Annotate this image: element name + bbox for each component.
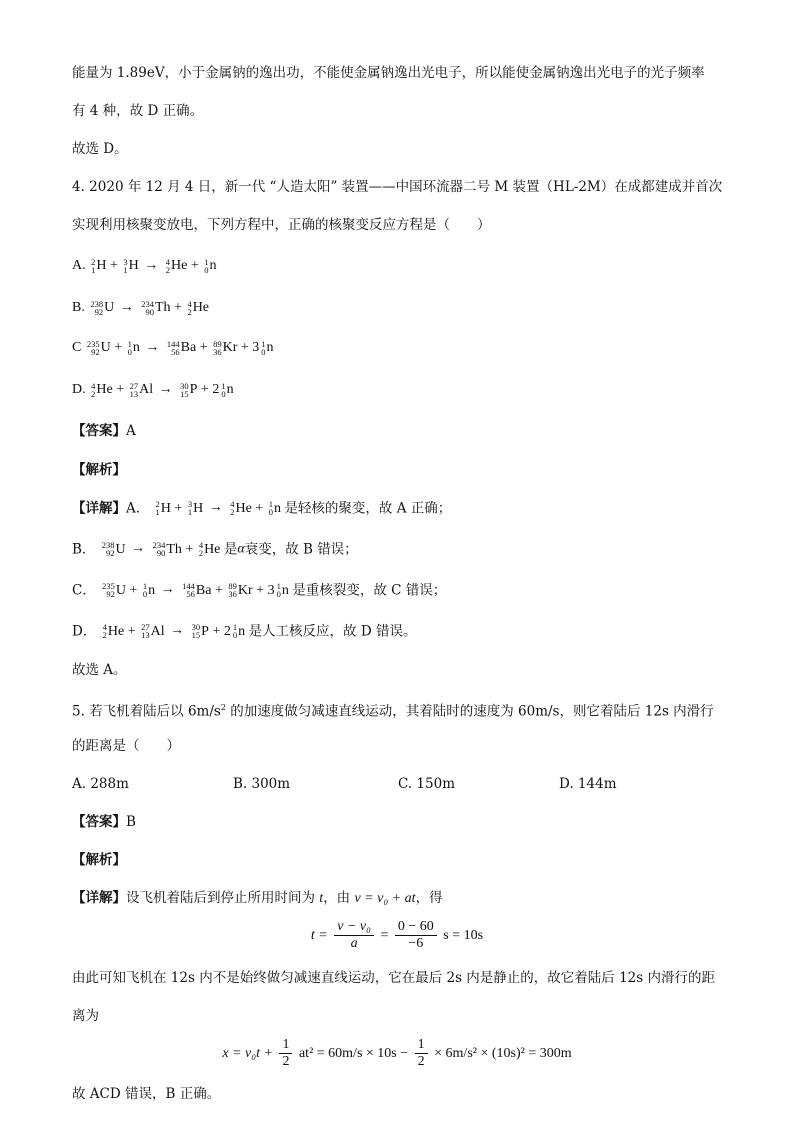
q5-conclusion: 故 ACD 错误，B 正确。 bbox=[72, 1086, 221, 1102]
q4-option-c: C 235 92 U + 1 0 n → 144 56 Ba + 89 36 Kr + 3 1 0 n bbox=[72, 339, 274, 357]
q4-option-a: A. 2 1 H + 3 1 H → 4 2 He + 1 0 n bbox=[72, 257, 217, 275]
q4-detail-d: D． 4 2 He + 27 13 Al → 30 15 P + 2 1 0 n 是人工核反应，故 D 错误。 bbox=[72, 622, 417, 641]
equation-time: t = $\frac{\text{v − v₀}}{a}$ = $\frac{0 - 60}{-6}$ s = 10s bbox=[310, 919, 484, 952]
q5-answer: 【答案】B bbox=[72, 814, 136, 830]
q4-detail-c: C． 235 92 U + 1 0 n → 144 56 Ba + 89 36 Kr + 3 1 0 n 是重核裂变，故 C 错误； bbox=[72, 581, 447, 600]
question-4-stem: 4. 2020 年 12 月 4 日，新一代 “人造太阳” 装置——中国环流器二号 M 装置（HL-2M）在成都建成并首次 bbox=[72, 179, 723, 195]
q4-detail-b: B． 238 92 U → 234 90 Th + 4 2 He 是α衰变，故 B 错误； bbox=[72, 540, 358, 559]
text-line: 故选 D。 bbox=[72, 141, 128, 157]
q4-conclusion: 故选 A。 bbox=[72, 662, 127, 678]
question-5-stem: 5. 若飞机着陆后以 $6m/s^2$ 的加速度做匀减速直线运动，其着陆时的速度为 60m/s，则它着陆后 12s 内滑行 bbox=[72, 703, 714, 720]
q5-detail-line: 【详解】设飞机着陆后到停止所用时间为 t，由 v = v₀ + at，得 bbox=[72, 890, 443, 906]
q4-answer: 【答案】A bbox=[72, 423, 136, 439]
equation-distance: x = v₀t + $\frac{1}{2}$ at² = 60m/s × 10s − $\frac{1}{2}$ × 6m/s² × (10s)² = 300m bbox=[222, 1037, 572, 1070]
q5-option-a: A. 288m bbox=[72, 776, 129, 792]
q4-option-d: D. 4 2 He + 27 13 Al → 30 15 P + 2 1 0 n bbox=[72, 381, 234, 399]
q5-detail-line: 由此可知飞机在 12s 内不是始终做匀减速直线运动，它在最后 2s 内是静止的，故它着陆后 12s 内滑行的距 bbox=[72, 970, 715, 986]
q5-detail-line: 离为 bbox=[72, 1008, 99, 1024]
question-5-stem: 的距离是（ ） bbox=[72, 738, 180, 754]
q4-analysis-heading: 【解析】 bbox=[72, 462, 126, 478]
q4-option-b: B. 238 92 U → 234 90 Th + 4 2 He bbox=[72, 299, 210, 317]
q4-detail-a: 【详解】A． 2 1 H + 3 1 H → 4 2 He + 1 0 n 是轻核的聚变，故 A 正确； bbox=[72, 499, 452, 518]
text-line: 能量为 1.89eV，小于金属钠的逸出功，不能使金属钠逸出光电子，所以能使金属钠逸出光电子的光子频率 bbox=[72, 65, 705, 81]
text-line: 有 4 种，故 D 正确。 bbox=[72, 103, 204, 119]
q5-option-b: B. 300m bbox=[233, 776, 291, 792]
q5-option-d: D. 144m bbox=[559, 776, 617, 792]
q5-option-c: C. 150m bbox=[398, 776, 455, 792]
question-4-stem: 实现利用核聚变放电，下列方程中，正确的核聚变反应方程是（ ） bbox=[72, 217, 491, 233]
q5-analysis-heading: 【解析】 bbox=[72, 852, 126, 868]
